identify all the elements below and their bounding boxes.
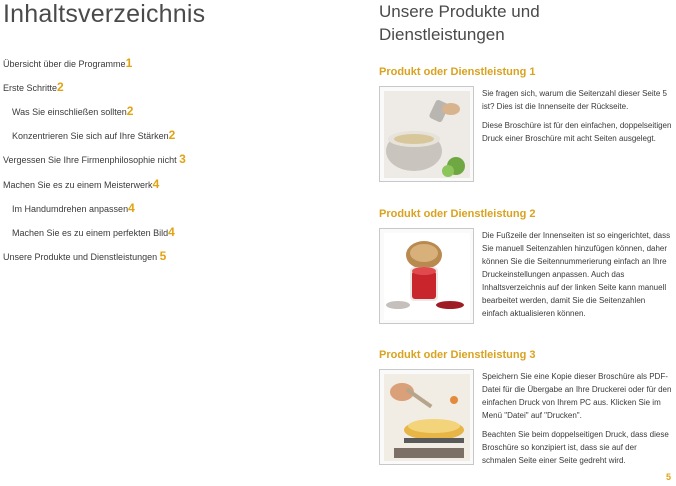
toc-entry-page: 4 [128,201,135,215]
product-heading: Produkt oder Dienstleistung 1 [379,66,536,78]
section-title: Unsere Produkte und Dienstleistungen [379,2,540,44]
toc-entry[interactable] [3,249,166,263]
toc-entry[interactable] [12,104,133,118]
toc-entry-page: 2 [126,104,134,118]
toc-entry-label: Machen Sie es zu einem Meisterwerk [3,180,153,190]
toc-entry-page: 1 [125,56,133,70]
toc-entry-page: 3 [179,152,186,166]
toc-entry[interactable] [3,177,159,191]
toc-entry-label: Konzentrieren Sie sich auf Ihre Stärken [12,131,169,141]
toc-entry[interactable] [3,80,64,94]
product-paragraph: Sie fragen sich, warum die Seitenzahl dieser Seite 5 ist? Dies ist die Innenseite der Rückseite. [482,89,667,111]
toc-entry[interactable] [3,152,186,166]
toc-entry[interactable] [12,201,135,215]
product-paragraph: Speichern Sie eine Kopie dieser Broschüre als PDF-Datei für die Übergabe an Ihre Druckerei oder für den einfachen Druck von Ihrem PC aus. Klicken Sie im Menü "Datei" auf "Drucken". [482,372,672,420]
toc-title: Inhaltsverzeichnis [3,0,206,28]
product-heading: Produkt oder Dienstleistung 2 [379,208,536,220]
mixing-bowl-illustration [384,91,470,178]
toc-entry-label: Erste Schritte [3,83,58,93]
product-paragraph: Beachten Sie beim doppelseitigen Druck, dass diese Broschüre so konzipiert ist, dass sie auf der schmalen Seite einer Seite gedreht wird. [482,430,669,465]
toc-entry-label: Übersicht über die Programme [3,59,126,69]
toc-entry-label: Unsere Produkte und Dienstleistungen [3,252,160,262]
toc-entry-page: 4 [168,225,175,239]
toc-entry-label: Was Sie einschließen sollten [12,107,127,117]
toc-entry[interactable] [12,128,175,142]
product-description [482,87,672,151]
page-number: 5 [665,472,671,482]
products-page [379,0,676,486]
product-photo-mixing-bowl [379,86,474,182]
toc-entry-label: Im Handumdrehen anpassen [12,204,129,214]
product-photo-dessert [379,228,474,324]
dessert-illustration [384,233,470,320]
product-paragraph: Die Fußzeile der Innenseiten ist so eingerichtet, dass Sie manuell Seitenzahlen hinzufügen können, daher können Sie die Seitennummerierung einfach an Ihre Druckeinstellungen anpassen. Auch das Inhaltsverzeichnis auf der linken Seite kann manuell bearbeitet werden, damit Sie die Seitenzahlen einfach aktualisieren können. [482,231,671,318]
product-paragraph: Diese Broschüre ist für den einfachen, doppelseitigen Druck einer Broschüre mit acht Seiten ausgelegt. [482,121,672,143]
product-heading: Produkt oder Dienstleistung 3 [379,349,536,361]
toc-entry-label: Vergessen Sie Ihre Firmenphilosophie nicht [3,155,180,165]
product-description [482,229,672,326]
toc-entry-page: 2 [57,80,64,94]
toc-entry[interactable] [12,225,175,239]
toc-entry[interactable] [3,56,132,70]
product-description [482,370,672,473]
product-photo-cooking [379,369,474,465]
cooking-illustration [384,374,470,461]
toc-entry-page: 4 [152,177,160,191]
toc-entry-page: 5 [159,249,167,263]
toc-entry-label: Machen Sie es zu einem perfekten Bild [12,228,169,238]
toc-entry-page: 2 [168,128,176,142]
